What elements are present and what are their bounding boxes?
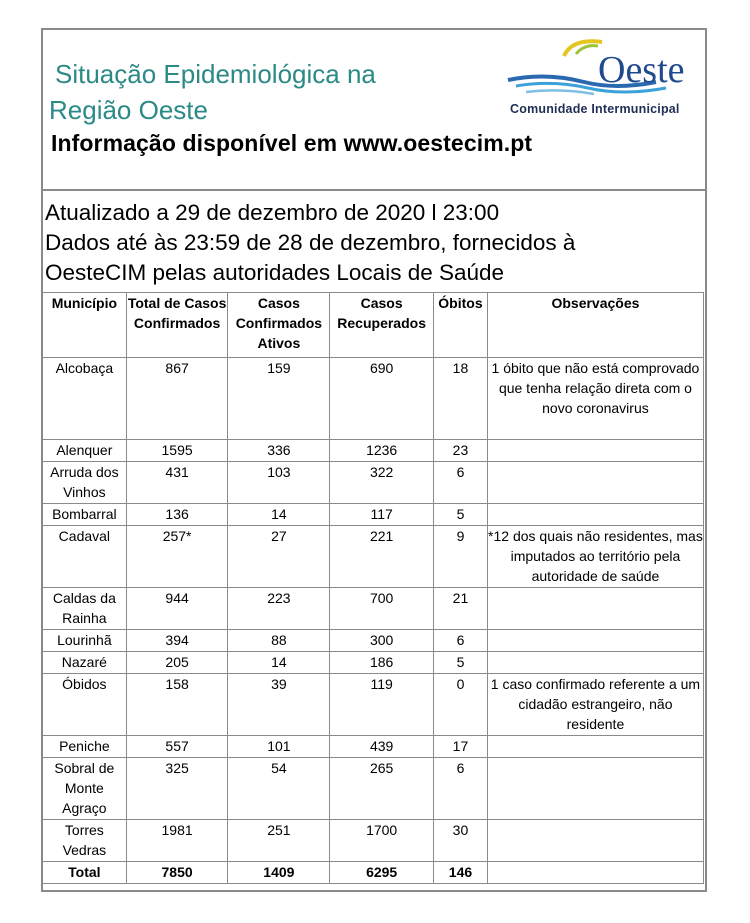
total-value: [487, 862, 703, 884]
value-cell: 690: [330, 358, 434, 440]
value-cell: 223: [228, 588, 330, 630]
observation-cell: [487, 736, 703, 758]
title-line-2: Região Oeste: [49, 95, 208, 125]
observation-cell: 1 caso confirmado referente a um cidadão estrangeiro, não residente: [487, 674, 703, 736]
observation-cell: [487, 462, 703, 504]
value-cell: 394: [126, 630, 228, 652]
value-cell: 54: [228, 758, 330, 820]
update-line-1: Atualizado a 29 de dezembro de 2020 l 23:00: [45, 200, 500, 225]
observation-cell: 1 óbito que não está comprovado que tenha relação direta com o novo coronavirus: [487, 358, 703, 440]
value-cell: 5: [434, 504, 488, 526]
info-text: Informação disponível em www.oestecim.pt: [51, 130, 533, 156]
table-row: [43, 652, 704, 674]
value-cell: 27: [228, 526, 330, 588]
value-cell: 21: [434, 588, 488, 630]
value-cell: 944: [126, 588, 228, 630]
total-value: 1409: [228, 862, 330, 884]
municipality-cell: Caldas da Rainha: [43, 588, 127, 630]
value-cell: 14: [228, 504, 330, 526]
value-cell: 300: [330, 630, 434, 652]
value-cell: 431: [126, 462, 228, 504]
value-cell: 18: [434, 358, 488, 440]
observation-cell: [487, 820, 703, 862]
municipality-cell: Lourinhã: [43, 630, 127, 652]
value-cell: 336: [228, 440, 330, 462]
value-cell: 159: [228, 358, 330, 440]
value-cell: 257*: [126, 526, 228, 588]
municipality-cell: Alcobaça: [43, 358, 127, 440]
observation-cell: [487, 504, 703, 526]
update-line-2: Dados até às 23:59 de 28 de dezembro, fornecidos à: [45, 230, 576, 255]
value-cell: 30: [434, 820, 488, 862]
header-cell: Observações: [487, 293, 703, 358]
value-cell: 205: [126, 652, 228, 674]
header-cell: Total de Casos Confirmados: [126, 293, 228, 358]
value-cell: 23: [434, 440, 488, 462]
table-header-row: [43, 293, 704, 358]
observation-cell: [487, 630, 703, 652]
value-cell: 119: [330, 674, 434, 736]
oeste-logo: [506, 34, 706, 122]
value-cell: 39: [228, 674, 330, 736]
table-row: [43, 462, 704, 504]
value-cell: 158: [126, 674, 228, 736]
header-cell: Casos Confirmados Ativos: [228, 293, 330, 358]
value-cell: 322: [330, 462, 434, 504]
table-row: [43, 630, 704, 652]
header: [43, 30, 705, 191]
total-label: Total: [43, 862, 127, 884]
header-cell: Casos Recuperados: [330, 293, 434, 358]
table-row: [43, 504, 704, 526]
table-row: [43, 588, 704, 630]
header-cell: Óbitos: [434, 293, 488, 358]
value-cell: 325: [126, 758, 228, 820]
value-cell: 557: [126, 736, 228, 758]
page-title: [49, 56, 489, 128]
update-info: [45, 198, 575, 288]
value-cell: 6: [434, 462, 488, 504]
observation-cell: [487, 652, 703, 674]
value-cell: 136: [126, 504, 228, 526]
value-cell: 101: [228, 736, 330, 758]
value-cell: 700: [330, 588, 434, 630]
total-row: [43, 862, 704, 884]
municipality-cell: Nazaré: [43, 652, 127, 674]
municipality-cell: Arruda dos Vinhos: [43, 462, 127, 504]
municipality-cell: Sobral de Monte Agraço: [43, 758, 127, 820]
municipality-cell: Óbidos: [43, 674, 127, 736]
logo-subtitle: Comunidade Intermunicipal: [510, 102, 680, 116]
value-cell: 1700: [330, 820, 434, 862]
municipality-cell: Bombarral: [43, 504, 127, 526]
value-cell: 17: [434, 736, 488, 758]
value-cell: 867: [126, 358, 228, 440]
table-row: [43, 820, 704, 862]
value-cell: 103: [228, 462, 330, 504]
table-row: [43, 758, 704, 820]
total-value: 7850: [126, 862, 228, 884]
value-cell: 0: [434, 674, 488, 736]
value-cell: 1981: [126, 820, 228, 862]
observation-cell: *12 dos quais não residentes, mas imputados ao território pela autoridade de saúde: [487, 526, 703, 588]
table-row: [43, 526, 704, 588]
update-line-3: OesteCIM pelas autoridades Locais de Saúde: [45, 260, 505, 285]
document-frame: [41, 28, 707, 892]
municipality-cell: Peniche: [43, 736, 127, 758]
logo-name: Oeste: [598, 49, 685, 91]
table-row: [43, 674, 704, 736]
observation-cell: [487, 758, 703, 820]
total-value: 6295: [330, 862, 434, 884]
value-cell: 265: [330, 758, 434, 820]
title-line-1: Situação Epidemiológica na: [55, 59, 376, 89]
municipality-cell: Torres Vedras: [43, 820, 127, 862]
total-value: 146: [434, 862, 488, 884]
value-cell: 1236: [330, 440, 434, 462]
value-cell: 439: [330, 736, 434, 758]
value-cell: 221: [330, 526, 434, 588]
value-cell: 186: [330, 652, 434, 674]
value-cell: 117: [330, 504, 434, 526]
header-cell: Município: [43, 293, 127, 358]
table-row: [43, 440, 704, 462]
municipality-cell: Cadaval: [43, 526, 127, 588]
table-row: [43, 736, 704, 758]
value-cell: 5: [434, 652, 488, 674]
value-cell: 6: [434, 630, 488, 652]
value-cell: 6: [434, 758, 488, 820]
value-cell: 88: [228, 630, 330, 652]
value-cell: 1595: [126, 440, 228, 462]
cases-table: [42, 292, 704, 884]
observation-cell: [487, 588, 703, 630]
value-cell: 251: [228, 820, 330, 862]
table-row: [43, 358, 704, 440]
municipality-cell: Alenquer: [43, 440, 127, 462]
value-cell: 14: [228, 652, 330, 674]
value-cell: 9: [434, 526, 488, 588]
observation-cell: [487, 440, 703, 462]
